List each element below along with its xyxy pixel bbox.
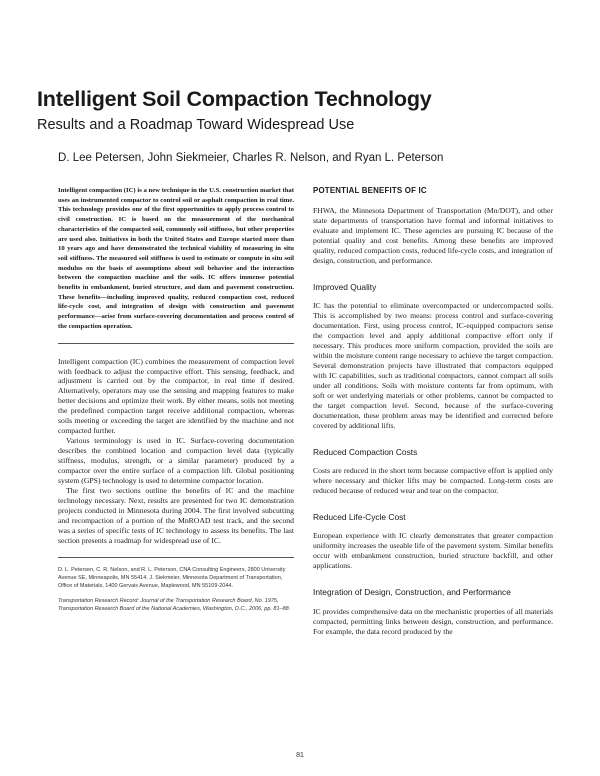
right-column (313, 186, 553, 637)
paper-subtitle: Results and a Roadmap Toward Widespread Use (37, 117, 355, 133)
body-paragraph: Various terminology is used in IC. Surface-covering documentation describes the combined location and compaction level data (typically stiffness, modulus, strength, or a similar parameter) produced by a compactor over the entire surface of a compaction lift. Global positioning system (GPS) technology is used to determine compactor location. (58, 436, 294, 485)
footnote-affiliation: D. L. Petersen, C. R. Nelson, and R. L. Peterson, CNA Consulting Engineers, 2800 University Avenue SE, Minneapolis, MN 55414. J. Siekmeier, Minnesota Department of Transportation, Office of Materials, 1400 Gervais Avenue, Maplewood, MN 55109-2044. (58, 566, 286, 590)
body-paragraph: Intelligent compaction (IC) combines the measurement of compaction level with feedback to adjust the compactive effort. This sensing, feedback, and adjustment is carried out by the compactor, in real time if desired. Alternatively, operators may use the sensing and mapping features to make better decisions and optimize their work. By either means, soils not meeting the predefined compaction target receive additional compaction, whereas soils meeting or exceeding the target are identified by the machine and not compacted further. (58, 356, 294, 436)
subsection-text: European experience with IC clearly demonstrates that greater compaction uniformity increases the useable life of the pavement system. Similar benefits occur with embankment construction, buried structure backfill, and other applications. (313, 531, 553, 571)
abstract-divider (58, 343, 294, 344)
paper-title: Intelligent Soil Compaction Technology (37, 87, 432, 111)
subsection-text: IC has the potential to eliminate overcompacted or undercompacted soils. This is accomplished by two means: process control and surface-covering documentation. First, using process control, IC-equipped compactors sense the compaction level and apply additional compactive effort only if necessary. This produces more uniform compaction, provided the soils are within the moisture content range necessary to achieve the target compaction. Several demonstration projects have illustrated that compactors equipped with IC capabilities, such as traditional compactors, cannot compact all soils under all conditions. Soils with moisture contents far from optimum, with soft or wet underlying materials or other problems, cannot be compacted to the target compaction level. Second, because of the surface-covering documentation, these problem areas may be identified and corrected before covered by additional lifts. (313, 301, 553, 430)
page-number: 81 (296, 752, 304, 759)
abstract: Intelligent compaction (IC) is a new technique in the U.S. construction market that uses an instrumented compactor to control soil or asphalt compaction in real time. This technology provides one of the first opportunities to apply process control to civil construction. IC is based on the measurement of the mechanical characteristics of the compacted soil, commonly soil stiffness, but other properties are used also. Initiatives in both the United States and Europe started more than 10 years ago and have demonstrated the technical viability of measuring in situ soil stiffness. The measured soil stiffness is used to estimate or compute in situ soil modulus on the basis of assumptions about soil behavior and the interaction between the compaction machine and the soils. IC offers immense potential benefits in embankment, buried structure, and dam and pavement construction. These benefits—including improved quality, reduced compaction cost, reduced life-cycle cost, and integration of design with construction and pavement performance—arise from surface-covering documentation and process control of the compaction operation. (58, 187, 294, 330)
subsection-text: Costs are reduced in the short term because compactive effort is applied only where necessary and thicker lifts may be compacted. Long-term costs are reduced because of reduced wear and tear on the compactor. (313, 466, 553, 496)
subsection-heading: Reduced Life-Cycle Cost (313, 511, 406, 522)
subsection-text: IC provides comprehensive data on the mechanistic properties of all materials compacted, permitting links between design, construction, and performance. For example, the data record produced by the (313, 606, 553, 636)
footnote-journal: Transportation Research Record: Journal of the Transportation Research Board, No. 1975, Transportation Research Board of the National Academies, Washington, D.C., 2006, pp. 81–88. (58, 597, 291, 612)
section-intro: FHWA, the Minnesota Department of Transportation (Mn/DOT), and other state departments of transportation have formal and informal initiatives to evaluate and implement IC. These agencies are pursuing IC because of the potential quality and cost benefits. Among these benefits are improved quality, reduced compaction costs, reduced life-cycle costs, and integration of design, construction, and performance. (313, 206, 553, 265)
subsection-heading: Improved Quality (313, 281, 377, 292)
intro-body (58, 357, 294, 546)
subsection-heading: Integration of Design, Construction, and Performance (313, 587, 511, 598)
subsection-heading: Reduced Compaction Costs (313, 446, 418, 457)
left-column (58, 186, 294, 619)
section-heading: POTENTIAL BENEFITS OF IC (313, 186, 427, 195)
footnotes (58, 557, 294, 613)
body-paragraph: The first two sections outline the benefits of IC and the machine technology necessary. Next, results are presented for two IC demonstration projects conducted in Minnesota during 2004. The first involved subcutting and recompaction of a portion of the MnROAD test track, and the second was a series of specific tests of IC technology to assess its benefits. The last section presents a roadmap for widespread use of IC. (58, 485, 294, 545)
author-list: D. Lee Petersen, John Siekmeier, Charles R. Nelson, and Ryan L. Peterson (58, 152, 444, 164)
